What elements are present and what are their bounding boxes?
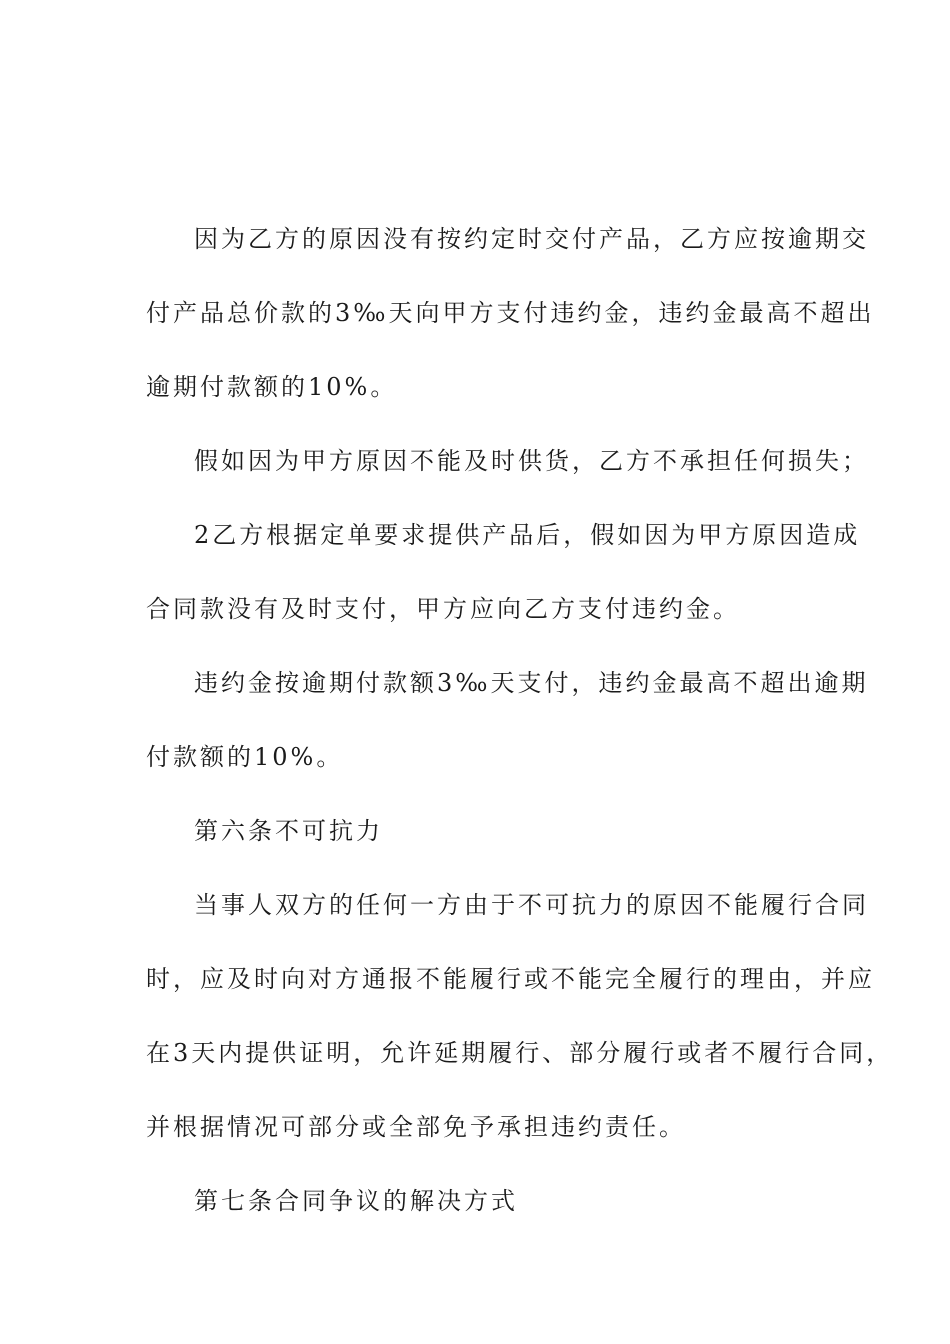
paragraph-line: 合同款没有及时支付，甲方应向乙方支付违约金。 <box>146 595 740 623</box>
paragraph-p7 <box>146 1164 806 1238</box>
paragraph-p4 <box>146 646 869 794</box>
paragraph-p6 <box>146 868 894 1164</box>
paragraph-line: 第六条不可抗力 <box>194 817 383 845</box>
document-body <box>146 202 894 1238</box>
paragraph-line: 并根据情况可部分或全部免予承担违约责任。 <box>146 1113 686 1141</box>
paragraph-line: 付款额的10%。 <box>146 743 344 771</box>
paragraph-line: 时，应及时向对方通报不能履行或不能完全履行的理由，并应 <box>146 965 875 993</box>
paragraph-line: 因为乙方的原因没有按约定时交付产品，乙方应按逾期交 <box>194 225 869 253</box>
paragraph-line: 2乙方根据定单要求提供产品后，假如因为甲方原因造成 <box>194 521 861 549</box>
paragraph-line: 第七条合同争议的解决方式 <box>194 1187 518 1215</box>
paragraph-line: 付产品总价款的3‰天向甲方支付违约金，违约金最高不超出 <box>146 299 875 327</box>
paragraph-line: 在3天内提供证明，允许延期履行、部分履行或者不履行合同， <box>146 1039 894 1067</box>
paragraph-line: 逾期付款额的10%。 <box>146 373 398 401</box>
paragraph-line: 假如因为甲方原因不能及时供货，乙方不承担任何损失； <box>194 447 869 475</box>
paragraph-p3 <box>146 498 861 646</box>
paragraph-line: 当事人双方的任何一方由于不可抗力的原因不能履行合同 <box>194 891 869 919</box>
paragraph-p2 <box>146 424 869 498</box>
paragraph-line: 违约金按逾期付款额3‰天支付，违约金最高不超出逾期 <box>194 669 869 697</box>
paragraph-p1 <box>146 202 875 424</box>
paragraph-p5 <box>146 794 806 868</box>
